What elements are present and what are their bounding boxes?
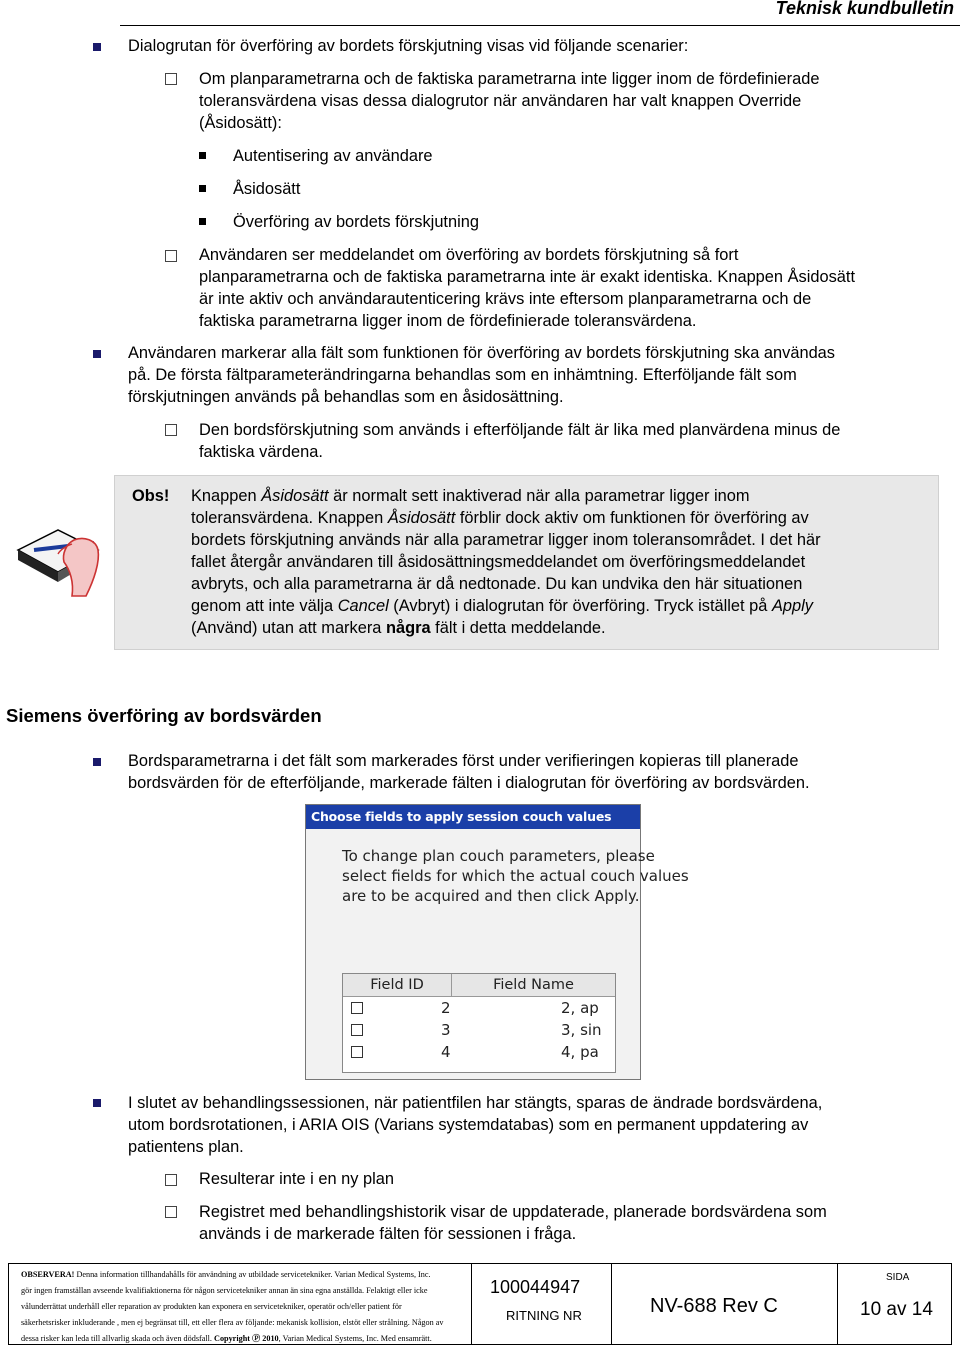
note-line: toleransvärdena. Knappen Åsidosätt förblir dock aktiv om funktionen för överföring av	[191, 509, 809, 527]
section2-sub1: Resulterar inte i en ny plan	[199, 1170, 394, 1188]
column-header-field-name[interactable]: Field Name	[452, 974, 615, 997]
field-id-cell: 4	[441, 1043, 451, 1061]
field-checkbox[interactable]	[351, 1024, 363, 1036]
section2-bullet2-line: utom bordsrotationen, i ARIA OIS (Varians systemdatabas) som en permanent uppdatering av	[128, 1116, 809, 1134]
footer-page: SIDA 10 av 14	[860, 1272, 933, 1320]
section2-bullet2-line: patientens plan.	[128, 1138, 244, 1156]
note-label: Obs!	[132, 487, 170, 505]
scenario2-line: är inte aktiv och användarautenticering krävs inte eftersom planparametrarna och de	[199, 290, 812, 308]
footer-revision: NV-688 Rev C	[612, 1264, 838, 1344]
fields-table	[342, 973, 616, 1073]
scenario1-line: Om planparametrarna och de faktiska parametrarna inte ligger inom de fördefinierade	[199, 70, 820, 88]
note-line: avbryts, och alla parametrarna är då nedtonade. Du kan undvika den här situationen	[191, 575, 803, 593]
table-row[interactable]	[343, 1019, 615, 1041]
dialog-title-bar: Choose fields to apply session couch values	[306, 805, 640, 829]
header-rule	[120, 25, 960, 26]
note-hand-writing-icon	[14, 510, 102, 600]
checkbox-bullet-icon	[165, 1174, 177, 1186]
field-name-cell: 2, ap	[561, 999, 599, 1017]
section-heading: Siemens överföring av bordsvärden	[6, 705, 322, 726]
sub2-line: Den bordsförskjutning som används i efterföljande fält är lika med planvärdena minus de	[199, 421, 841, 439]
field-name-cell: 3, sin	[561, 1021, 602, 1039]
footer-legal-notice: OBSERVERA! Denna information tillhandahålls för användning av utbildade servicetekniker. Varian Medical Systems, Inc. gör ingen framställan avseende kvalifiaktionerna för någon servicetekniker annan än sina egna anställda. Felaktigt eller icke vålunderrättat underhåll eller reparation av produkten kan exponera en servicetekniker, operatör och/eller patient för säkerhetsrisker inkluderande , men ej begränsat till, ett eller flera av följande: mekanisk kollision, elstöt eller strålning. Någon av dessa risker kan leda till allvarlig skada och även dödsfall. Copyright Ⓟ 2010, Varian Medical Systems, Inc. Med ensamrätt.	[9, 1264, 472, 1344]
dialog-message: To change plan couch parameters, please select fields for which the actual couch values are to be acquired and then click Apply.	[342, 847, 689, 905]
note-line: genom att inte välja Cancel (Avbryt) i dialogrutan för överföring. Tryck istället på Apply	[191, 597, 813, 615]
column-header-field-id[interactable]: Field ID	[343, 974, 452, 997]
section2-bullet2-line: I slutet av behandlingssessionen, när patientfilen har stängts, sparas de ändrade bordsvärdena,	[128, 1094, 823, 1112]
bullet-icon	[93, 43, 101, 51]
note-line: bordets förskjutning används när alla parametrar ligger inom toleransområdet. I det här	[191, 531, 821, 549]
bullet2-line: Användaren markerar alla fält som funktionen för överföring av bordets förskjutning ska användas	[128, 344, 835, 362]
checkbox-bullet-icon	[165, 424, 177, 436]
square-bullet-icon	[199, 218, 206, 225]
section2-sub2-line: används i de markerade fälten för sessionen i fråga.	[199, 1225, 577, 1243]
couch-values-dialog	[305, 804, 689, 1080]
section2-bullet1-line: bordsvärden för de efterföljande, markerade fälten i dialogrutan för överföring av bordsvärden.	[128, 774, 810, 792]
dialog-item: Åsidosätt	[233, 180, 301, 198]
bullet2-line: på. De första fältparameterändringarna behandlas som en inhämtning. Efterföljande fält som	[128, 366, 797, 384]
scenario1-line: (Åsidosätt):	[199, 114, 282, 132]
scenario2-line: planparametrarna och de faktiska parametrarna inte är exakt identiska. Knappen Åsidosätt	[199, 268, 856, 286]
section2-bullet1-line: Bordsparametrarna i det fält som markerades först under verifieringen kopieras till planerade	[128, 752, 799, 770]
square-bullet-icon	[199, 185, 206, 192]
bullet-icon	[93, 758, 101, 766]
checkbox-bullet-icon	[165, 250, 177, 262]
bullet-icon	[93, 1099, 101, 1107]
bulletin-title: Teknisk kundbulletin	[775, 0, 954, 18]
intro-text: Dialogrutan för överföring av bordets förskjutning visas vid följande scenarier:	[128, 37, 689, 55]
footer-document-number: 100044947 RITNING NR	[472, 1264, 612, 1344]
square-bullet-icon	[199, 152, 206, 159]
bullet-icon	[93, 350, 101, 358]
note-line: fallet återgår användaren till åsidosättningsmeddelandet om överföringsmeddelandet	[191, 553, 806, 571]
dialog-item: Överföring av bordets förskjutning	[233, 213, 479, 231]
section2-sub2-line: Registret med behandlingshistorik visar de uppdaterade, planerade bordsvärdena som	[199, 1203, 827, 1221]
field-checkbox[interactable]	[351, 1002, 363, 1014]
footer-table	[8, 1263, 952, 1345]
checkbox-bullet-icon	[165, 73, 177, 85]
sub2-line: faktiska värdena.	[199, 443, 323, 461]
field-id-cell: 3	[441, 1021, 451, 1039]
table-row[interactable]	[343, 1041, 615, 1063]
table-row[interactable]	[343, 997, 615, 1019]
field-name-cell: 4, pa	[561, 1043, 599, 1061]
dialog-item: Autentisering av användare	[233, 147, 433, 165]
field-checkbox[interactable]	[351, 1046, 363, 1058]
note-line: (Använd) utan att markera några fält i detta meddelande.	[191, 619, 606, 637]
scenario2-line: faktiska parametrarna ligger inom de fördefinierade toleransvärdena.	[199, 312, 697, 330]
checkbox-bullet-icon	[165, 1206, 177, 1218]
scenario1-line: toleransvärdena visas dessa dialogrutor när användaren har valt knappen Override	[199, 92, 802, 110]
scenario2-line: Användaren ser meddelandet om överföring av bordets förskjutning så fort	[199, 246, 739, 264]
note-line: Knappen Åsidosätt är normalt sett inaktiverad när alla parametrar ligger inom	[191, 487, 750, 505]
bullet2-line: förskjutningen används på behandlas som en åsidosättning.	[128, 388, 564, 406]
field-id-cell: 2	[441, 999, 451, 1017]
